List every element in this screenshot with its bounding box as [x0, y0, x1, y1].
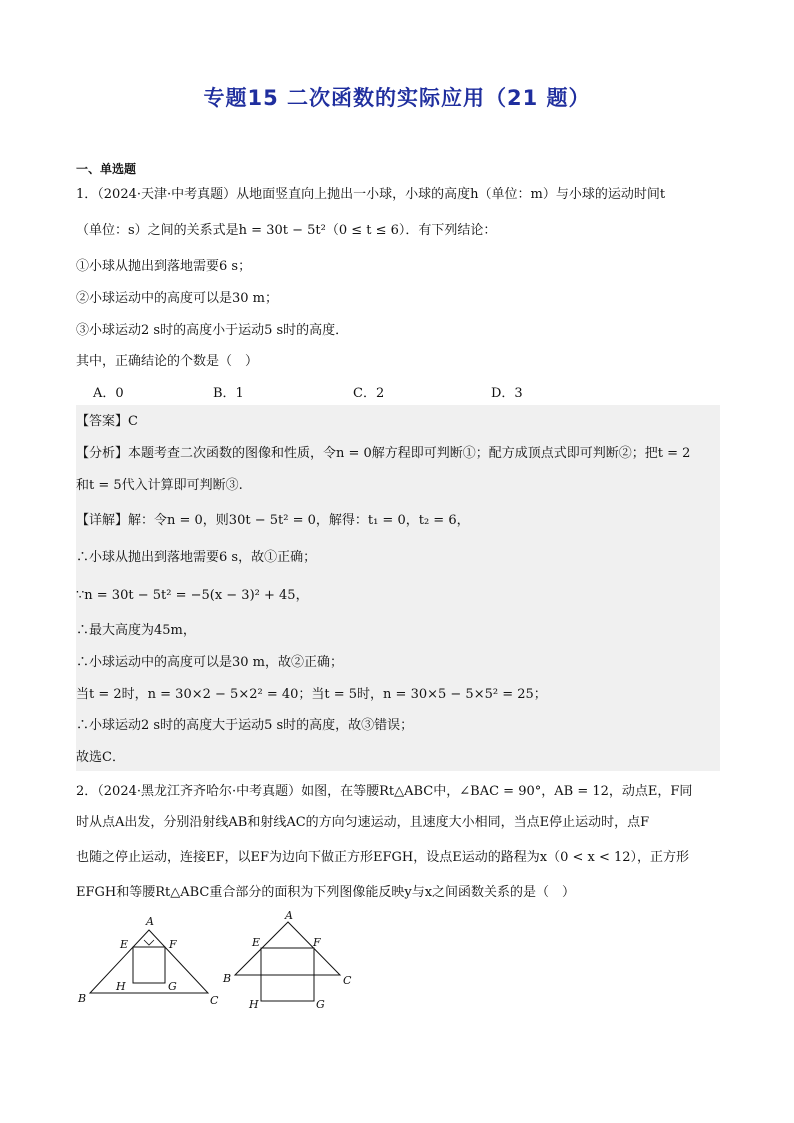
option-c[interactable]: C．2 [353, 386, 385, 401]
q1-conclusion-1: ①小球从抛出到落地需要6 s； [76, 259, 252, 274]
q1-line-1: 1．（2024·天津·中考真题）从地面竖直向上抛出一小球，小球的高度h（单位：m）与小球的运动时间t [76, 187, 666, 202]
q1-line-2: （单位：s）之间的关系式是h = 30t − 5t²（0 ≤ t ≤ 6）．有下列结论： [76, 223, 497, 238]
square-efgh-left [133, 947, 165, 983]
q2-line-4: EFGH和等腰Rt△ABC重合部分的面积为下列图像能反映y与x之间函数关系的是（ ） [76, 885, 576, 900]
label-e: E [252, 936, 261, 949]
detail-line-8: 故选C． [76, 750, 125, 765]
option-d[interactable]: D．3 [491, 386, 523, 401]
label-e: E [120, 938, 129, 951]
page-title: 专题15 二次函数的实际应用（21 题） [203, 86, 591, 110]
section-heading: 一、单选题 [76, 162, 137, 176]
detail-line-7: ∴小球运动2 s时的高度大于运动5 s时的高度，故③错误； [76, 718, 414, 733]
label-a: A [146, 915, 154, 928]
q1-question: 其中，正确结论的个数是（ ） [76, 354, 259, 369]
triangle-abc-left [90, 930, 208, 993]
label-f: F [169, 938, 177, 951]
label-c: C [210, 994, 219, 1007]
detail-line-5: ∴小球运动中的高度可以是30 m，故②正确； [76, 655, 344, 670]
label-a: A [285, 910, 293, 922]
q1-conclusion-3: ③小球运动2 s时的高度小于运动5 s时的高度． [76, 323, 349, 338]
option-a[interactable]: A．0 [93, 386, 124, 401]
analysis-line-1: 【分析】本题考查二次函数的图像和性质，令n = 0解方程即可判断①；配方成顶点式即可判断②；把t = 2 [76, 446, 691, 461]
q1-conclusion-2: ②小球运动中的高度可以是30 m； [76, 291, 279, 306]
q2-line-3: 也随之停止运动，连接EF，以EF为边向下做正方形EFGH，设点E运动的路程为x（0 < x < 12），正方形 [76, 850, 690, 865]
answer-label: 【答案】C [76, 414, 138, 429]
detail-line-6: 当t = 2时，n = 30×2 − 5×2² = 40；当t = 5时，n = 30×5 − 5×5² = 25； [76, 687, 547, 702]
detail-line-3: ∵n = 30t − 5t² = −5(x − 3)² + 45， [76, 588, 309, 603]
analysis-line-2: 和t = 5代入计算即可判断③. [76, 478, 243, 493]
q1-options [93, 382, 693, 404]
figure-left [77, 915, 219, 1007]
q2-line-1: 2．（2024·黑龙江齐齐哈尔·中考真题）如图，在等腰Rt△ABC中，∠BAC = 90°，AB = 12，动点E，F同 [76, 784, 693, 799]
label-h: H [249, 998, 259, 1010]
label-g: G [168, 980, 177, 993]
option-b[interactable]: B．1 [213, 386, 244, 401]
detail-line-1: 【详解】解：令n = 0，则30t − 5t² = 0，解得：t₁ = 0，t₂ = 6， [76, 513, 470, 528]
label-h: H [116, 980, 126, 993]
geometry-figures [70, 910, 370, 1010]
label-g: G [316, 998, 325, 1010]
right-angle-mark [144, 940, 154, 945]
q2-line-2: 时从点A出发，分别沿射线AB和射线AC的方向匀速运动，且速度大小相同，当点E停止运动时，点F [76, 815, 650, 830]
detail-line-2: ∴小球从抛出到落地需要6 s，故①正确； [76, 550, 317, 565]
label-f: F [313, 936, 321, 949]
label-b: B [223, 972, 232, 985]
label-c: C [343, 974, 352, 987]
figure-right [222, 910, 352, 1010]
label-b: B [78, 992, 87, 1005]
detail-line-4: ∴最大高度为45m， [76, 623, 196, 638]
